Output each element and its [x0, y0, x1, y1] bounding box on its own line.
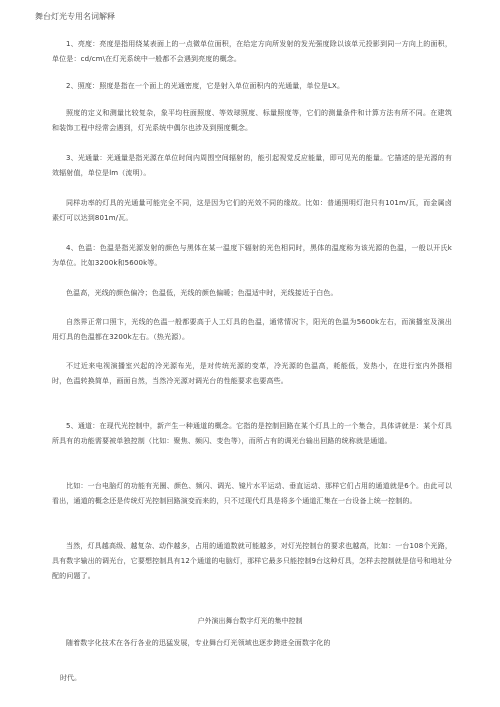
paragraph-cold-light: 不过近来电视演播室兴起的冷光源布光，是对传统光源的变革，冷光源的色温高，耗能低，发热小，在进行室内外摄相时，色温转换简单，画面自然，当然冷光源对调光台的性能要求也要高些。 — [52, 362, 452, 385]
paragraph-flux-example: 同样功率的灯具的光通量可能完全不同，这是因为它们的光效不同的缘故。比如：普通照明灯泡只有101m/瓦，而金属卤素灯可以达到801m/瓦。 — [52, 199, 452, 222]
section-title: 户外演出舞台数字灯光的集中控制 — [197, 617, 303, 625]
document-title: 舞台灯光专用名词解释 — [35, 12, 115, 21]
section-tail: 时代。 — [60, 674, 81, 682]
paragraph-channel-example: 比如：一台电脑灯的功能有光圈、颜色、频闪、调光、镜片水平运动、垂直运动、那样它们占用的通道就是6个。由此可以看出，通道的概念还是传统灯光控制回路演变而来的，只不过现代灯具是将多个通道汇集在一台设备上统一控制的。 — [52, 482, 452, 505]
paragraph-color-temp-natural: 自然界正常口照卞，光线的色温一般都要高于人工灯具的色温，通常情况卞，阳光的色温为5600k左右，而演播室及演出用灯具的色温都在3200k左右。（热光源）。 — [52, 318, 452, 341]
paragraph-illuminance: 2、照度：照度是指在一个面上的光通密度，它是射入单位面积内的光通量，单位是LX。 — [66, 82, 345, 90]
paragraph-channel: 5、通道：在现代光控制中，新产生一种通道的概念。它指的是控制回路在某个灯具上的一个集合，具体讲就是：某个灯具所具有的功能需要被单独控制（比如：聚焦、频闪、变色等），而所占有的调光台输出回路的统称就是通道。 — [52, 422, 452, 445]
paragraph-channel-control: 当然，灯具越高级、越复杂、动作越多，占用的通道数就可能越多，对灯光控制台的要求也越高，比如：一台108个光路，具有数字输出的调光台，它要想控制具有12个通道的电脑灯，那样它最多只能控制9台这种灯具，怎样去控制就是信号和地址分配的问题了。 — [52, 542, 452, 580]
paragraph-luminous-flux: 3、光通量：光通量是指光源在单位时间内周围空间辐射的，能引起视觉反应能量，即可见光的能量。它描述的是光源的有效辐射值，单位是lm（流明）。 — [52, 154, 452, 177]
paragraph-illuminance-detail: 照度的定义和测量比较复杂，象平均柱面照度、等效球照度、标量照度等，它们的测量条件和计算方法有所不同。在建筑和装饰工程中经常会遇到，灯光系统中偶尔也涉及到照度概念。 — [52, 109, 452, 132]
paragraph-brightness: 1、亮度：亮度是指用绕某表面上的一点微单位面积，在给定方向所发射的发光强度除以该单元投影到同一方向上的面积，单位是：cd/cm\在灯光系统中一般都不会遇到亮度的概念。 — [52, 40, 452, 63]
paragraph-color-temp-feel: 色温高，光线的颜色偏冷；色温低，光线的颜色偏暖；色温适中时，光线接近于白色。 — [66, 289, 338, 297]
paragraph-color-temperature: 4、色温：色温是指光源发射的颜色与黑体在某一温度下辐射的光色相同时，黑体的温度称为该光源的色温，一般以开氏k为单位。比如3200k和5600k等。 — [52, 244, 452, 267]
section-intro: 随着数字化技术在各行各业的迅猛发展，专业舞台灯光领域也逐步跨进全面数字化的 — [66, 639, 331, 647]
